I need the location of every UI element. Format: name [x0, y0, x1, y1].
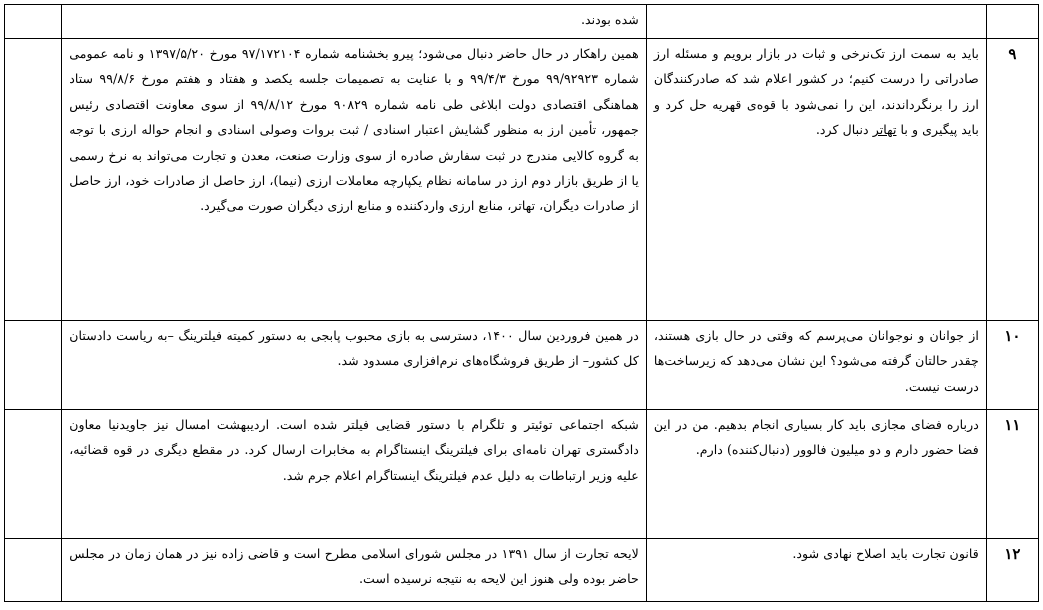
response-text: در همین فروردین سال ۱۴۰۰، دسترسی به بازی محبوب پابجی به دستور کمیته فیلترینگ –به ریاست دادستان کل کشور– از طریق فروشگاه‌های نرم‌افزاری مسدود شد. — [69, 328, 639, 369]
underlined-term: تهاتر — [872, 122, 897, 138]
comparison-table — [4, 4, 1039, 602]
issue-cell — [646, 5, 986, 39]
response-cell — [62, 539, 647, 602]
response-cell — [62, 5, 647, 39]
row-number: ۹ — [986, 39, 1038, 321]
empty-edge-cell — [5, 5, 62, 39]
response-text: شده بودند. — [580, 12, 639, 27]
empty-edge-cell — [5, 321, 62, 410]
table-row — [5, 5, 1039, 39]
issue-text-part: دنبال کرد. — [815, 122, 873, 138]
response-text: لایحه تجارت از سال ۱۳۹۱ در مجلس شورای اسلامی مطرح است و قاضی زاده نیز در همان زمان در مجلس حاضر بوده ولی هنوز این لایحه به نتیجه نرسیده است. — [69, 546, 639, 587]
issue-cell — [646, 321, 986, 410]
empty-edge-cell — [5, 539, 62, 602]
response-text: شبکه اجتماعی توئیتر و تلگرام با دستور قضایی فیلتر شده است. اردیبهشت امسال نیز جاویدنیا معاون دادگستری تهران نامه‌ای برای فیلترینگ اینستاگرام به مخابرات ارسال کرد. در مقطع دیگری در قوه قضائیه، علیه وزیر ارتباطات به دلیل عدم فیلترینگ اینستاگرام اعلام جرم شد. — [69, 417, 639, 483]
row-number: ۱۲ — [986, 539, 1038, 602]
issue-text: قانون تجارت باید اصلاح نهادی شود. — [792, 546, 979, 561]
row-number — [986, 5, 1038, 39]
issue-text-part: باید به سمت ارز تک‌نرخی و ثبات در بازار برویم و مسئله ارز صادراتی را درست کنیم؛ در کشور اعلام شد که صادرکنندگان ارز را برنگرداندند، این را نمی‌شود با قوه‌ی قهریه حل کرد و باید پیگیری و با — [653, 46, 979, 138]
issue-cell — [646, 410, 986, 539]
response-cell — [62, 410, 647, 539]
issue-text: از جوانان و نوجوانان می‌پرسم که وقتی در حال بازی هستند، چقدر حالتان گرفته می‌شود؟ این نشان می‌دهد که زیرساخت‌ها درست نیست. — [653, 328, 979, 394]
response-cell — [62, 39, 647, 321]
table-row — [5, 321, 1039, 410]
issue-text: درباره فضای مجازی باید کار بسیاری انجام بدهیم. من در این فضا حضور دارم و دو میلیون فالوور (دنبال‌کننده) دارم. — [653, 417, 979, 458]
response-cell — [62, 321, 647, 410]
row-number: ۱۰ — [986, 321, 1038, 410]
issue-text — [647, 5, 986, 10]
response-text: همین راهکار در حال حاضر دنبال می‌شود؛ پیرو بخشنامه شماره ۹۷/۱۷۲۱۰۴ مورخ ۱۳۹۷/۵/۲۰ و نامه عمومی شماره ۹۹/۹۲۹۲۳ مورخ ۹۹/۴/۳ و با عنایت به تصمیمات جلسه یکصد و هفتاد و هفتم مورخ ۹۹/۸/۶ ستاد هماهنگی اقتصادی دولت ابلاغی طی نامه شماره ۹۰۸۲۹ مورخ ۹۹/۸/۱۲ از سوی معاونت اقتصادی رئیس جمهور، تأمین ارز به منظور گشایش اعتبار اسنادی / ثبت بروات وصولی اسنادی و انجام حواله ارزی با توجه به گروه کالایی مندرج در ثبت سفارش صادره از سوی وزارت صنعت، معدن و تجارت می‌تواند به نرخ رسمی یا از طریق بازار دوم ارز در سامانه نظام یکپارچه معاملات ارزی (نیما)، ارز حاصل از صادرات خود، ارز حاصل از صادرات دیگران، تهاتر، منابع ارزی واردکننده و منابع ارزی دیگران صورت می‌گیرد. — [69, 46, 639, 214]
issue-text — [647, 39, 986, 146]
row-number: ۱۱ — [986, 410, 1038, 539]
table-row — [5, 410, 1039, 539]
empty-edge-cell — [5, 410, 62, 539]
issue-cell — [646, 39, 986, 321]
table-row — [5, 39, 1039, 321]
issue-cell — [646, 539, 986, 602]
table-row — [5, 539, 1039, 602]
empty-edge-cell — [5, 39, 62, 321]
